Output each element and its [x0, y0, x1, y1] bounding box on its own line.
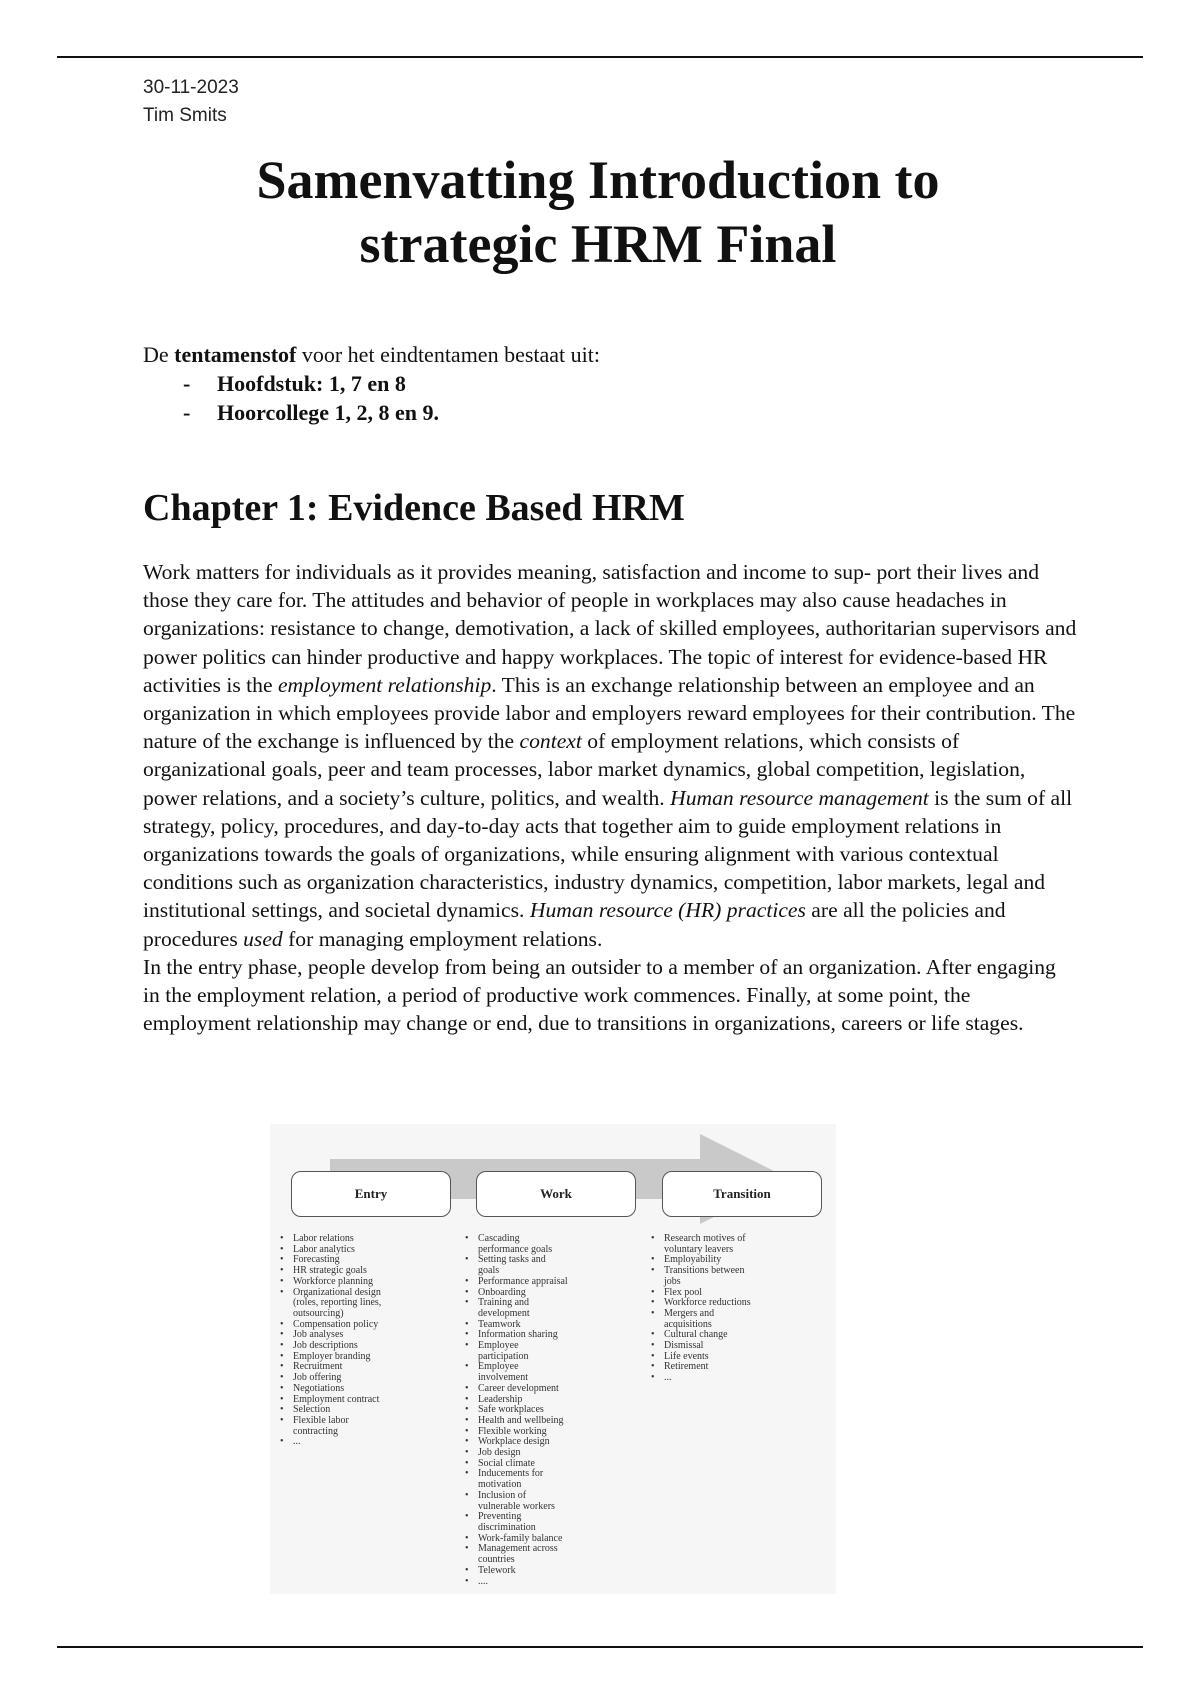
phase-list-item: • Negotiations — [277, 1384, 381, 1395]
italic-term: used — [243, 926, 283, 951]
chapter-body — [143, 558, 1078, 1037]
phase-list-item: jobs — [664, 1275, 681, 1287]
phase-list-item: • Transitions between — [648, 1266, 751, 1277]
phase-box-entry: Entry — [291, 1171, 451, 1217]
phase-list-item: • Workforce reductions — [648, 1298, 751, 1309]
phase-list-item: • Workforce planning — [277, 1277, 381, 1288]
phase-list-item: • Employer branding — [277, 1352, 381, 1363]
list-item — [183, 369, 1073, 398]
exam-material-list — [143, 369, 1073, 427]
paragraph: In the entry phase, people develop from being an outsider to a member of an organization. After engaging in the employment relation, a period of productive work commences. Finally, at some point, the employment relationship may change or end, due to transitions in organizations, careers or life stages. — [143, 954, 1056, 1036]
intro-prefix: De — [143, 342, 175, 367]
phase-list-item: • Labor relations — [277, 1234, 381, 1245]
phase-list-item: • Leadership — [462, 1395, 568, 1406]
italic-term: context — [519, 729, 582, 754]
phase-list-item: • Flex pool — [648, 1288, 751, 1299]
phase-list-item: • Job analyses — [277, 1330, 381, 1341]
phase-list-item: • Retirement — [648, 1362, 751, 1373]
phase-list-item: • Recruitment — [277, 1362, 381, 1373]
phase-list-item: • Management across — [462, 1544, 568, 1555]
italic-term: Human resource (HR) practices — [529, 898, 806, 923]
phase-list-item: motivation — [478, 1479, 522, 1491]
phase-list-item: • Job design — [462, 1448, 568, 1459]
paragraph — [143, 558, 1078, 953]
phase-list-item: goals — [478, 1265, 500, 1277]
exam-material-intro — [143, 340, 1073, 427]
chapter-heading: Chapter 1: Evidence Based HRM — [143, 487, 685, 529]
intro-suffix: voor het eindtentamen bestaat uit: — [296, 342, 600, 367]
phase-list-item: • Life events — [648, 1352, 751, 1363]
phase-list-item: involvement — [478, 1372, 528, 1384]
phase-list-item: • Training and — [462, 1298, 568, 1309]
text-run: are all the policies and procedures — [143, 898, 1006, 951]
phase-list-transition — [648, 1234, 751, 1384]
phase-list-item: • Selection — [277, 1405, 381, 1416]
employment-phases-figure — [270, 1124, 836, 1594]
phase-list-item: • Workplace design — [462, 1437, 568, 1448]
phase-list-item: • Employment contract — [277, 1395, 381, 1406]
list-item-text: Hoofdstuk: 1, 7 en 8 — [217, 371, 406, 396]
italic-term: employment relationship — [277, 672, 492, 697]
top-rule — [57, 56, 1143, 58]
phase-list-item: • Social climate — [462, 1459, 568, 1470]
phase-list-item: • Preventing — [462, 1512, 568, 1523]
phase-list-item: • Flexible labor — [277, 1416, 381, 1427]
phase-list-item: participation — [478, 1350, 529, 1362]
phase-list-item: acquisitions — [664, 1318, 712, 1330]
phase-list-item: • HR strategic goals — [277, 1266, 381, 1277]
phase-list-item: • Inducements for — [462, 1469, 568, 1480]
phase-list-item: • .... — [462, 1577, 568, 1588]
phase-list-item: • Telework — [462, 1566, 568, 1577]
phase-list-item: performance goals — [478, 1243, 553, 1255]
phase-list-item: • Flexible working — [462, 1427, 568, 1438]
phase-list-item: • Job offering — [277, 1373, 381, 1384]
text-run: of employment relations, which consists of organizational goals, peer and team processes, labor market dynamics, global competition, legislation, power relations, and a society’s culture, politics, and wealth. — [143, 729, 1026, 810]
document-header — [143, 74, 239, 130]
phase-list-item: development — [478, 1307, 530, 1319]
phase-list-item: vulnerable workers — [478, 1500, 555, 1512]
phase-list-item: • Compensation policy — [277, 1320, 381, 1331]
phase-list-item: • Teamwork — [462, 1320, 568, 1331]
document-date: 30-11-2023 — [143, 77, 239, 98]
phase-list-item: • Setting tasks and — [462, 1255, 568, 1266]
phase-list-item: • Forecasting — [277, 1255, 381, 1266]
phase-list-item: (roles, reporting lines, — [293, 1297, 382, 1309]
phase-list-item: • ... — [277, 1437, 381, 1448]
phase-list-item: countries — [478, 1554, 515, 1566]
phase-list-item: • Organizational design — [277, 1288, 381, 1299]
list-dash: - — [183, 371, 191, 396]
document-title — [143, 148, 1053, 276]
phase-list-item: contracting — [293, 1425, 338, 1437]
phase-list-item: • Onboarding — [462, 1288, 568, 1299]
intro-sentence — [143, 340, 1073, 369]
phase-list-item: • Dismissal — [648, 1341, 751, 1352]
phase-list-item: • Research motives of — [648, 1234, 751, 1245]
title-line-1: Samenvatting Introduction to — [256, 150, 940, 210]
phase-list-work — [462, 1234, 568, 1587]
phase-list-item: • Employability — [648, 1255, 751, 1266]
italic-term: Human resource management — [670, 785, 929, 810]
phase-list-item: • Job descriptions — [277, 1341, 381, 1352]
phase-list-item: • Career development — [462, 1384, 568, 1395]
phase-list-item: • Safe workplaces — [462, 1405, 568, 1416]
phase-list-item: • Labor analytics — [277, 1245, 381, 1256]
phase-list-item: • Inclusion of — [462, 1491, 568, 1502]
text-run: . This is an exchange relationship between an employee and an organization in which employees provide labor and employers reward employees for their contribution. The nature of the exchange is influenced by the — [143, 672, 1076, 754]
text-run: is the sum of all strategy, policy, procedures, and day-to-day acts that together aim to guide employment relations in organizations towards the goals of organizations, while ensuring alignment with various contextual conditions such as organization characteristics, industry dynamics, competition, labor markets, legal and institutional settings, and societal dynamics. — [143, 785, 1073, 923]
phase-box-work: Work — [476, 1171, 636, 1217]
list-item-text: Hoorcollege 1, 2, 8 en 9. — [217, 400, 439, 425]
phase-list-entry — [277, 1234, 381, 1448]
text-run: for managing employment relations. — [282, 926, 603, 951]
phase-list-item: voluntary leavers — [664, 1243, 734, 1255]
document-author: Tim Smits — [143, 105, 227, 126]
phase-list-item: • Cultural change — [648, 1330, 751, 1341]
title-line-2: strategic HRM Final — [359, 214, 837, 274]
phase-list-item: • Information sharing — [462, 1330, 568, 1341]
phase-list-item: outsourcing) — [293, 1307, 344, 1319]
phase-list-item: • ... — [648, 1373, 751, 1384]
phase-list-item: • Employee — [462, 1362, 568, 1373]
bottom-rule — [57, 1646, 1143, 1648]
phase-list-item: discrimination — [478, 1521, 536, 1533]
phase-box-transition: Transition — [662, 1171, 822, 1217]
phase-list-item: • Work-family balance — [462, 1534, 568, 1545]
intro-bold-term: tentamenstof — [174, 342, 297, 367]
phase-list-item: • Cascading — [462, 1234, 568, 1245]
list-dash: - — [183, 400, 191, 425]
phase-list-item: • Performance appraisal — [462, 1277, 568, 1288]
phase-list-item: • Mergers and — [648, 1309, 751, 1320]
text-run: Work matters for individuals as it provides meaning, satisfaction and income to sup- port their lives and those they care for. The attitudes and behavior of people in workplaces may also cause headaches in organizations: resistance to change, demotivation, a lack of skilled employees, authoritarian supervisors and power politics can hinder productive and happy workplaces. The topic of interest for evidence-based HR activities is the — [143, 560, 1077, 697]
phase-list-item: • Employee — [462, 1341, 568, 1352]
phase-list-item: • Health and wellbeing — [462, 1416, 568, 1427]
list-item — [183, 398, 1073, 427]
